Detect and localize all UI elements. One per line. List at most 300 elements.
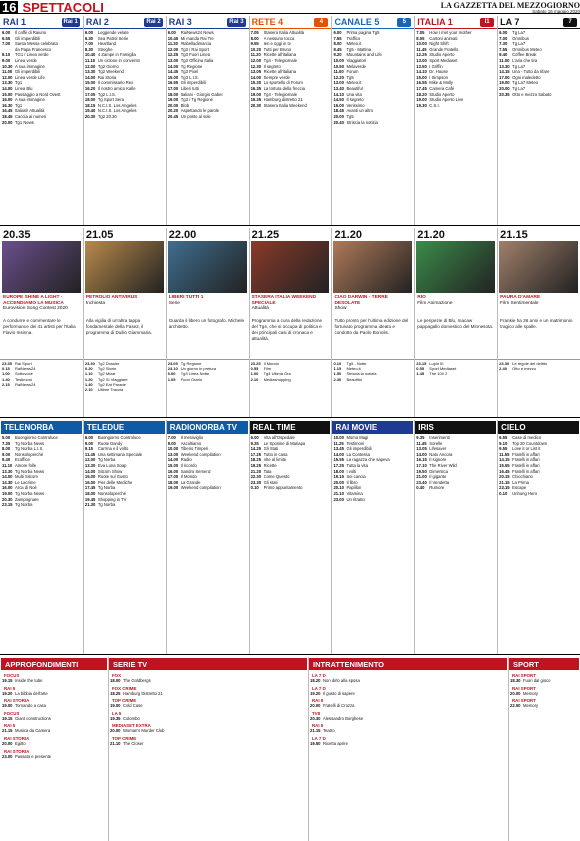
listing-time: 10.20 xyxy=(250,46,262,52)
listing-time: 19.45 xyxy=(84,496,96,502)
listing-time: 13.50 xyxy=(416,63,427,69)
listing-time: 23.30 xyxy=(84,361,95,366)
listing xyxy=(0,29,83,126)
listing-time: 16.00 xyxy=(2,97,13,103)
listing-program: Tg1 News xyxy=(15,119,34,125)
listing-time: 14.15 xyxy=(499,69,510,75)
listing-program: Meteo.it xyxy=(346,80,362,86)
listing-time: 12.20 xyxy=(333,74,344,80)
program-photo xyxy=(333,241,412,293)
listing-program: Le regole del delitto xyxy=(512,361,548,366)
channel-logo-icon: Rai 3 xyxy=(229,18,244,25)
listing-time: 6.00 xyxy=(84,435,94,440)
listing-time: 13.30 xyxy=(84,69,96,75)
listing-time: 16.55 xyxy=(416,80,427,86)
listing-program: A sua immagine xyxy=(15,97,45,103)
channel-header xyxy=(497,16,580,29)
listing-time: 20.00 xyxy=(110,728,121,734)
listing-program: Il signore xyxy=(429,457,447,463)
listing-program: Tg Norba News xyxy=(15,490,45,496)
listing-program: Hamburg Distretto 21 xyxy=(123,690,163,696)
listing-row xyxy=(251,485,330,491)
listing-time: 20.00 xyxy=(333,479,344,485)
listing-time: 6.00 xyxy=(333,30,342,35)
listing-row xyxy=(2,382,81,387)
listing-time: 7.30 xyxy=(2,440,11,446)
listing-time: 6.55 xyxy=(2,35,11,41)
listing-program: Tg4 - Telegiornale xyxy=(263,91,298,97)
listing-program: Blob xyxy=(180,102,190,108)
listing-time: 23.15 xyxy=(2,502,13,508)
late-listing xyxy=(166,359,249,383)
listing-program: Tornando a casa xyxy=(15,703,46,709)
listing-time: 20.20 xyxy=(167,108,179,114)
listing-program: Vite al limite xyxy=(263,457,287,463)
listing-program: 4 Zampe in Famiglia xyxy=(97,52,136,58)
listing-time: 6.00 xyxy=(167,30,176,35)
listing-time: 17.00 xyxy=(167,474,179,480)
listing-time: 23.25 xyxy=(250,361,261,366)
section-header xyxy=(109,658,307,670)
listing-time: 17.25 xyxy=(333,462,344,468)
listing-program: Il meraviglio xyxy=(180,435,204,440)
column-divider xyxy=(331,16,332,225)
listing-program: Sottovoce xyxy=(15,371,33,377)
listing-time: 20.30 xyxy=(84,113,96,119)
listing-program: Tg2 L.I.S. xyxy=(97,91,117,97)
program-photo xyxy=(2,241,81,293)
secondary-channel-band xyxy=(0,420,580,655)
channel-header xyxy=(498,421,579,434)
page-number: 16 xyxy=(2,0,17,15)
listing xyxy=(497,29,580,98)
listing-row xyxy=(2,691,106,697)
listing-program: Ruote Dandy xyxy=(97,440,123,446)
listing-program: Otto e mezzo Sabato xyxy=(512,91,552,97)
section-name: SPORT xyxy=(513,659,539,669)
channel-label: RAI SPORT xyxy=(512,698,536,704)
late-listing xyxy=(83,359,166,393)
listing-time: 1.45 xyxy=(416,371,425,377)
listing-time: 14.45 xyxy=(167,69,179,75)
listing-program: Buongiorno Controluce xyxy=(97,435,141,440)
listing-time: 5.00 xyxy=(2,435,11,440)
listing-program: Aspettando le parole xyxy=(180,108,220,114)
program-genre: Eurovision Song Contest 2020 xyxy=(3,306,68,312)
listing-program: Tg Norba News xyxy=(15,468,45,474)
listing-program: Tg Norba xyxy=(15,502,33,508)
listing-time: 13.30 xyxy=(499,63,510,69)
listing-program: Tg La7 xyxy=(512,85,526,91)
channel-header xyxy=(331,16,414,29)
program-title: PAURA D'AMARE xyxy=(500,295,541,300)
program-photo xyxy=(85,241,164,293)
channel-column xyxy=(166,16,249,226)
listing-time: 2.30 xyxy=(333,376,342,382)
listing-program: Cold Case xyxy=(123,703,143,709)
listing-program: Il gigante xyxy=(429,474,447,480)
listing-time: 7.55 xyxy=(333,35,342,41)
listing-time: 13.30 xyxy=(2,468,13,474)
listing-row xyxy=(333,120,412,126)
channel-column xyxy=(497,16,580,226)
section-name: INTRATTENIMENTO xyxy=(313,659,384,669)
listing-program: Il gusto di sapere xyxy=(323,690,355,696)
listing-time: 14.00 xyxy=(2,474,13,480)
listing-time: 13.05 xyxy=(416,446,427,452)
listing-row xyxy=(499,366,578,371)
listing-program: Lo sportello di Forum xyxy=(263,80,303,86)
listing-time: 18.00 xyxy=(84,97,96,103)
listing-time: 9.25 xyxy=(250,440,259,446)
listing-program: Primo appuntamento xyxy=(263,485,303,491)
listing-time: 9.40 xyxy=(499,52,508,58)
listing-time: 12.30 xyxy=(250,63,262,69)
listing-time: 23.10 xyxy=(167,366,178,372)
channel-label: RAI 5 xyxy=(4,685,16,691)
listing-row xyxy=(85,114,164,120)
listing-time: 0.20 xyxy=(84,366,93,372)
listing-time: 2.10 xyxy=(250,376,259,382)
listing-program: Sitcom Show xyxy=(97,468,123,474)
listing-time: 20.10 xyxy=(333,485,344,491)
program-title: CIAO DARWIN - TERRE DESOLATE xyxy=(334,295,388,306)
listing-program: Case di medico xyxy=(512,435,542,440)
column-divider xyxy=(166,420,167,654)
listing-program: Tg3 / Tg Regione xyxy=(180,97,213,103)
listing-program: Film xyxy=(263,366,272,372)
listing-time: 11.45 xyxy=(84,451,96,457)
listing-program: Buongiorno Controluce xyxy=(15,435,58,440)
listing-time: 22.30 xyxy=(250,474,262,480)
program-description: Le peripezie di Blu, macaw pappagallo domestico del Minnesota. xyxy=(417,318,494,329)
listing-program: Un posto al sole xyxy=(180,113,211,119)
listing-time: 11.00 xyxy=(2,69,13,75)
channel-label: RAI STORIA xyxy=(4,698,30,704)
listing-time: 11.25 xyxy=(333,440,344,446)
listing-time: 15.00 xyxy=(167,462,179,468)
listing-time: 23.40 xyxy=(416,479,427,485)
channel-label: RAI 5 xyxy=(312,723,324,729)
listing-time: 18.25 xyxy=(110,690,121,696)
listing-time: 20.35 xyxy=(499,91,510,97)
listing-program: Fratelli in affari xyxy=(512,468,540,474)
listing-time: 13.05 xyxy=(250,69,262,75)
listing-program: Il Mondo xyxy=(263,361,279,366)
listing-program: Unhung Hero xyxy=(512,490,538,496)
listing-time: 16.45 xyxy=(499,468,510,474)
listing-time: 14.00 xyxy=(250,74,262,80)
channel-label: TOP CRIME xyxy=(112,698,137,704)
program-description: A condurre e commentare le performance dei 41 artisti per l'Italia Flavio Insinna. xyxy=(3,318,76,335)
listing-program: Forum xyxy=(346,69,359,75)
channel-header xyxy=(84,421,165,434)
listing-program: Lifesaver xyxy=(429,446,447,452)
listing xyxy=(83,434,166,509)
listing-time: 14.00 xyxy=(167,457,179,463)
listing-time: 10.00 xyxy=(167,446,179,452)
listing-program: La Grande xyxy=(180,479,201,485)
listing-program: Tg5 - Mattina xyxy=(346,46,372,52)
listing-time: 16.00 xyxy=(84,479,96,485)
listing-row xyxy=(110,716,306,722)
listing-time: 20.00 xyxy=(2,740,13,746)
section-name: APPROFONDIMENTI xyxy=(5,659,79,669)
listing-program: Papillon xyxy=(346,485,362,491)
section-name: SERIE TV xyxy=(113,659,148,669)
listing-time: 11.10 xyxy=(84,57,96,63)
channel-name: LA 7 xyxy=(500,17,520,27)
listing-time: 18.15 xyxy=(84,102,96,108)
listing-program: Hamburg distretto 21 xyxy=(263,97,303,103)
page-header xyxy=(0,0,580,14)
listing-row xyxy=(416,485,495,491)
program-photo xyxy=(416,241,495,293)
column-divider xyxy=(497,228,498,417)
listing xyxy=(308,670,508,748)
channel-header xyxy=(1,421,82,434)
listing-time: 7.05 xyxy=(416,30,425,35)
listing-time: 21.15 xyxy=(2,728,13,734)
column-divider xyxy=(249,228,250,417)
listing-program: Striscia la notizia xyxy=(346,119,378,125)
listing xyxy=(166,434,249,492)
listing-time: 18.30 xyxy=(510,678,521,683)
listing-time: 19.15 xyxy=(2,715,13,721)
listing xyxy=(331,434,414,503)
listing-program: Mi manda Rai Tre xyxy=(180,35,214,41)
listing-program: I volti xyxy=(346,468,357,474)
listing-time: 17.00 xyxy=(167,85,179,91)
listing-program: Weekend compilation xyxy=(180,451,221,457)
program-title: STASERA ITALIA WEEKEND SPECIALE xyxy=(251,295,317,306)
listing-program: Melaverde xyxy=(346,63,366,69)
channel-label: MEDIASET EXTRA xyxy=(112,723,151,729)
listing-time: 7.00 xyxy=(167,435,176,440)
prime-time-column xyxy=(331,228,414,418)
listing-program: Tg3 / Rai Sport xyxy=(180,46,209,52)
listing-program: Amore folle xyxy=(15,462,37,468)
listing-program: Vitamina xyxy=(346,490,363,496)
channel-name: CANALE 5 xyxy=(334,17,380,27)
listing-time: 11.20 xyxy=(250,52,261,58)
listing-time: 8.45 xyxy=(333,46,342,52)
listing-program: Il libro xyxy=(346,479,358,485)
listing-time: 14.10 xyxy=(416,69,427,75)
listing-program: Tiberio Timperi xyxy=(180,446,209,452)
program-title: LIBERI TUTTI 1 xyxy=(168,295,204,300)
listing-program: Gli stati xyxy=(263,479,278,485)
listing xyxy=(249,434,332,492)
listing-time: 17.05 xyxy=(84,91,96,97)
listing-time: 7.00 xyxy=(499,35,508,41)
listing-program: Chicchiano xyxy=(512,474,533,480)
program-title-block xyxy=(166,293,249,317)
listing-time: 11.10 xyxy=(2,462,13,468)
listing-program: Il segreto xyxy=(263,63,281,69)
program-title-block xyxy=(331,293,414,317)
listing-time: 14.10 xyxy=(333,91,344,97)
listing-time: 20.00 xyxy=(2,119,13,125)
listing xyxy=(0,670,108,760)
prime-time-hour: 21.15 xyxy=(500,228,528,241)
listing xyxy=(497,434,580,498)
listing-program: Tg Norba L.I.S. xyxy=(15,446,44,452)
listing-row xyxy=(2,120,81,126)
listing-program: Tg Norba xyxy=(97,502,116,508)
listing-program: Vita all'Ospedale xyxy=(263,435,295,440)
listing-program: Traffico xyxy=(346,35,361,41)
listing-program: Fratelli in affari xyxy=(512,462,540,468)
listing xyxy=(331,29,414,126)
program-title-block xyxy=(0,293,83,317)
listing-program: Linea Blu xyxy=(15,85,33,91)
listing-time: 19.20 xyxy=(2,690,13,696)
prime-time-hour: 21.05 xyxy=(85,228,114,241)
listing-time: 7.05 xyxy=(250,30,259,35)
listing-time: 13.00 xyxy=(333,80,344,86)
prime-time-hour: 22.00 xyxy=(168,228,197,241)
listing-time: 1.00 xyxy=(250,371,259,377)
channel-column xyxy=(0,16,83,226)
listing-time: 6.55 xyxy=(499,435,508,440)
masthead: LA GAZZETTA DEL MEZZOGIORNO xyxy=(440,1,580,10)
listing-row xyxy=(2,728,106,734)
listing-program: #tabelladimarcia xyxy=(180,41,212,47)
listing-program: Tg5 - Notte xyxy=(346,361,367,366)
listing-time: 6.00 xyxy=(84,30,94,35)
listing-program: Tg2 Mizar xyxy=(97,371,116,377)
program-genre: Attualità xyxy=(251,306,269,312)
listing-program: Avanti un altro xyxy=(346,108,374,114)
listing-row xyxy=(168,114,247,120)
listing-program: The River Wild xyxy=(429,462,457,468)
prime-time-column xyxy=(83,228,166,418)
channel-column xyxy=(331,16,414,226)
prime-time-hour: 21.25 xyxy=(251,228,280,241)
channel-header xyxy=(250,421,331,434)
listing-time: 16.00 xyxy=(2,485,13,491)
listing-program: Ascoltiamo xyxy=(180,440,202,446)
listing-program: Dimentica xyxy=(429,468,448,474)
listing-time: 20.00 xyxy=(510,690,521,696)
listing-program: Passaggio a Nord Ovest xyxy=(15,91,61,97)
column-divider xyxy=(414,420,415,654)
listing-program: N.C.I.S. Los Angeles xyxy=(97,102,137,108)
listing-program: Tg Sport Sera xyxy=(97,97,124,103)
listing-row xyxy=(110,703,306,709)
listing-time: 13.30 xyxy=(2,80,13,86)
listing-row xyxy=(168,377,247,382)
channel-header xyxy=(414,16,497,29)
listing-time: 18.00 xyxy=(84,490,96,496)
late-listing xyxy=(414,359,497,378)
listing-time: 1.10 xyxy=(84,371,93,377)
listing-program: Studio Aperto xyxy=(429,52,455,58)
listing-time: 14.00 xyxy=(167,63,179,69)
listing-program: La bibbia dell'arte xyxy=(15,690,48,696)
listing-time: 10.40 xyxy=(84,52,96,58)
channel-name: TELENORBA xyxy=(4,423,54,432)
listing-program: Prima pagina Tg5 xyxy=(346,30,380,35)
column-divider xyxy=(508,657,509,841)
listing-program: Ricette all'italiana xyxy=(263,69,297,75)
listing-time: 8.10 xyxy=(2,52,11,58)
listing-time: 12.00 xyxy=(84,63,96,69)
channel-column xyxy=(331,420,414,655)
listing-row xyxy=(333,377,412,382)
listing-time: 10.45 xyxy=(167,35,179,41)
listing-time: 17.25 xyxy=(250,451,262,457)
channel-column xyxy=(83,16,166,226)
listing-program: Tata xyxy=(263,468,272,474)
listing-row xyxy=(310,703,506,709)
listing-time: 16.15 xyxy=(416,457,427,463)
listing-program: Nonsoloperché xyxy=(15,451,44,457)
listing-program: Tg2 Dossier xyxy=(97,361,120,366)
channel-column xyxy=(249,420,332,655)
listing-program: Sandro Semenz xyxy=(180,468,211,474)
listing-program: Ultime Traccia xyxy=(97,387,124,393)
program-title-block xyxy=(414,293,497,317)
channel-column xyxy=(414,16,497,226)
listing-time: 18.00 xyxy=(167,479,179,485)
prime-time-band xyxy=(0,228,580,418)
listing-program: L'aria che tira xyxy=(512,57,538,63)
listing-program: Linea verde Life xyxy=(15,74,45,80)
program-genre: Film Animazione xyxy=(417,300,453,306)
listing-program: Shopping in TV xyxy=(97,496,127,502)
prime-time-column xyxy=(249,228,332,418)
listing-time: 17.00 xyxy=(499,74,510,80)
listing-time: 20.00 xyxy=(499,85,510,91)
listing-time: 0.10 xyxy=(499,490,508,496)
listing-program: Zampognare xyxy=(15,496,39,502)
listing-program: Weekend compilation xyxy=(180,485,221,491)
listing-time: 7.30 xyxy=(499,41,508,47)
listing-time: 8.30 xyxy=(84,46,94,52)
listing-program: Top 20 Countdown xyxy=(512,440,548,446)
listing-row xyxy=(310,728,506,734)
listing-time: 21.30 xyxy=(84,502,96,508)
listing-time: 7.00 xyxy=(84,41,94,47)
listing xyxy=(414,434,497,492)
channel-name: CIELO xyxy=(501,423,526,432)
channel-label: TV8 xyxy=(312,710,321,716)
listing-program: Gli imperdibili xyxy=(180,80,206,86)
column-divider xyxy=(497,16,498,225)
channel-header xyxy=(166,16,249,29)
listing-program: Un ciclone in convento xyxy=(97,57,140,63)
prime-time-column xyxy=(0,228,83,418)
listing-program: Night Shift xyxy=(429,41,449,47)
listing-program: Tg1 xyxy=(15,102,23,108)
listing-program: Ricetta aprire xyxy=(323,740,348,746)
column-divider xyxy=(308,657,309,841)
channel-header xyxy=(167,421,248,434)
listing-program: Alessandro Borghese xyxy=(323,715,364,721)
program-genre: Serie xyxy=(168,300,180,306)
listing-time: 19.00 xyxy=(250,91,262,97)
listing-time: 14.00 xyxy=(84,74,96,80)
listing-program: Tg3 Linea Notte xyxy=(180,371,210,377)
listing-time: 9.40 xyxy=(2,457,11,463)
listing-program: Fratelli di Crozza xyxy=(323,703,355,709)
listing-time: 17.45 xyxy=(84,485,96,491)
channel-header xyxy=(0,16,83,29)
listing-program: Arca di Noè xyxy=(15,485,37,491)
section-header xyxy=(309,658,507,670)
